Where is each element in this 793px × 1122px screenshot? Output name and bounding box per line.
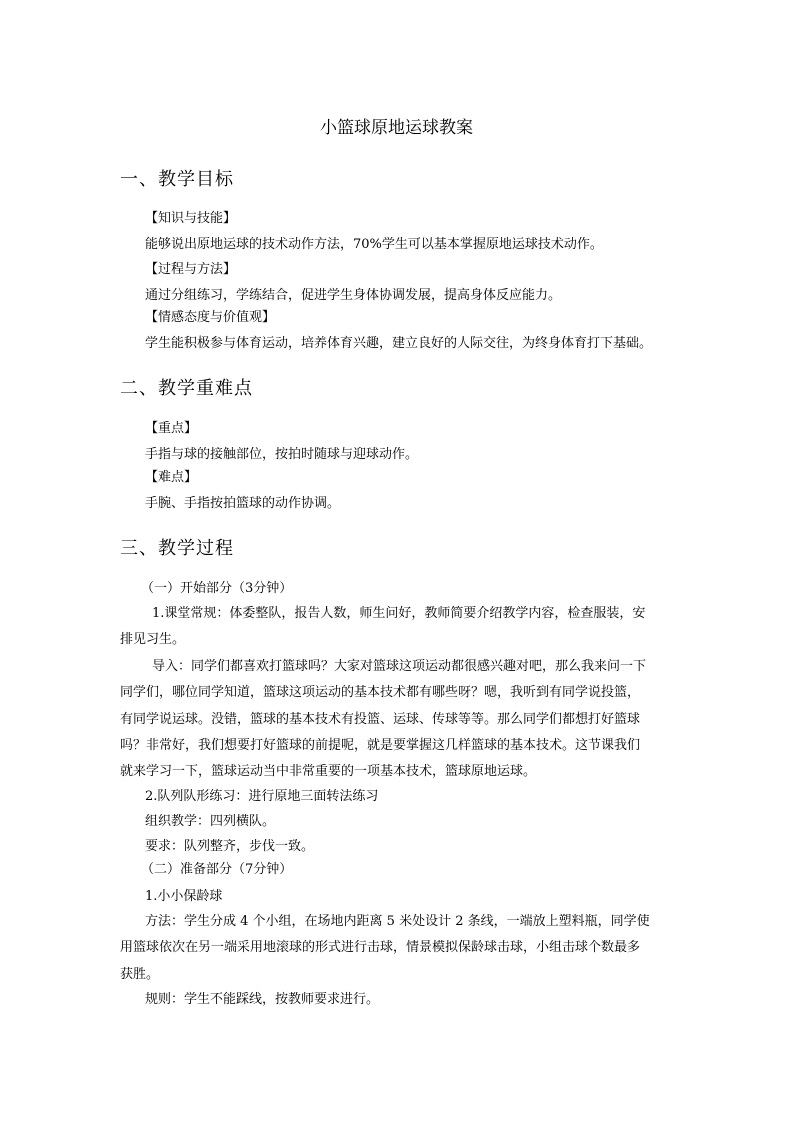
- difficulty-text: 手腕、手指按拍篮球的动作协调。: [145, 496, 341, 511]
- process-text: 通过分组练习，学练结合，促进学生身体协调发展，提高身体反应能力。: [145, 288, 562, 303]
- intro-line-3: 有同学说运球。没错，篮球的基本技术有投篮、运球、传球等等。那么同学们都想打好篮球: [120, 712, 641, 727]
- key-label: 【重点】: [145, 421, 198, 436]
- knowledge-text: 能够说出原地运球的技术动作方法，70%学生可以基本掌握原地运球技术动作。: [145, 237, 603, 252]
- emotion-label: 【情感态度与价值观】: [145, 310, 276, 325]
- section-heading-objectives: 一、教学目标: [120, 169, 234, 190]
- rule-text: 规则：学生不能踩线，按教师要求进行。: [145, 992, 380, 1007]
- method-line-2: 用篮球依次在另一端采用地滚球的形式进行击球，情景模拟保龄球击球，小组击球个数最多: [120, 940, 641, 955]
- game-title: 1.小小保龄球: [145, 889, 223, 904]
- section-heading-process: 三、教学过程: [120, 538, 234, 559]
- method-line-3: 获胜。: [120, 967, 160, 982]
- intro-line-1: 导入：同学们都喜欢打篮球吗？大家对篮球这项运动都很感兴趣对吧，那么我来问一下: [152, 659, 647, 674]
- document-title: 小篮球原地运球教案: [320, 118, 473, 138]
- drill-organization: 组织教学：四列横队。: [145, 814, 276, 829]
- intro-line-2: 同学们，哪位同学知道，篮球这项运动的基本技术都有哪些呀？嗯，我听到有同学说投篮，: [120, 685, 641, 700]
- part2-title: （二）准备部分（7分钟）: [141, 862, 293, 877]
- routine-line-1: 1.课堂常规：体委整队，报告人数，师生问好，教师简要介绍教学内容，检查服装，安: [152, 606, 646, 621]
- drill-title: 2.队列队形练习：进行原地三面转法练习: [145, 789, 379, 804]
- drill-requirement: 要求：队列整齐，步伐一致。: [145, 839, 315, 854]
- part1-title: （一）开始部分（3分钟）: [141, 581, 293, 596]
- method-line-1: 方法：学生分成 4 个小组，在场地内距离 5 米处设计 2 条线，一端放上塑料瓶，同学使: [145, 914, 650, 929]
- intro-line-5: 就来学习一下，篮球运动当中非常重要的一项基本技术，篮球原地运球。: [120, 764, 537, 779]
- emotion-text: 学生能积极参与体育运动，培养体育兴趣，建立良好的人际交往，为终身体育打下基础。: [145, 336, 653, 351]
- intro-line-4: 吗？非常好，我们想要打好篮球的前提呢，就是要掌握这几样篮球的基本技术。这节课我们: [120, 738, 641, 753]
- process-label: 【过程与方法】: [145, 262, 237, 277]
- section-heading-key-points: 二、教学重难点: [120, 378, 253, 399]
- key-text: 手指与球的接触部位，按拍时随球与迎球动作。: [145, 447, 419, 462]
- knowledge-label: 【知识与技能】: [145, 211, 237, 226]
- difficulty-label: 【难点】: [145, 470, 198, 485]
- routine-line-2: 排见习生。: [120, 632, 186, 647]
